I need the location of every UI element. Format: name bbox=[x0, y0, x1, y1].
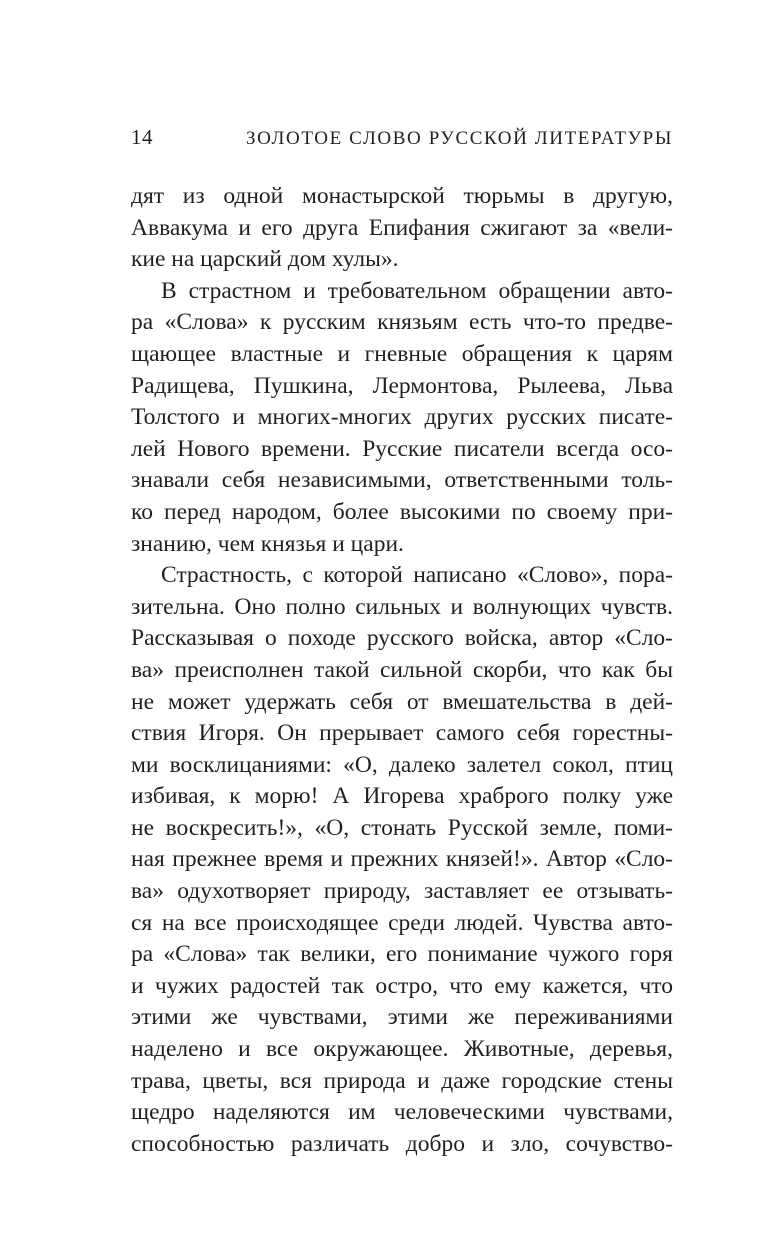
text-line: Радищева, Пушкина, Лермонтова, Рылеева, Льва bbox=[131, 372, 673, 399]
text-line: ми восклицаниями: «О, далеко залетел сокол, птиц bbox=[131, 751, 673, 778]
text-line: знанию, чем князья и цари. bbox=[131, 530, 404, 557]
text-line: избивая, к морю! А Игорева храброго полку уже bbox=[131, 783, 673, 810]
text-line: ва» одухотворяет природу, заставляет ее отзывать- bbox=[131, 878, 673, 905]
paragraph-first-line: В страстном и требовательном обращении авто- bbox=[161, 277, 673, 304]
running-title: ЗОЛОТОЕ СЛОВО РУССКОЙ ЛИТЕРАТУРЫ bbox=[246, 128, 673, 149]
text-line: ся на все происходящее среди людей. Чувства авто- bbox=[131, 909, 673, 936]
running-head bbox=[131, 124, 673, 150]
paragraph-first-line: Страстность, с которой написано «Слово», пора- bbox=[161, 562, 673, 589]
body-text bbox=[131, 181, 673, 1160]
page-number: 14 bbox=[131, 125, 153, 149]
text-line: ко перед народом, более высокими по своему при- bbox=[131, 498, 673, 525]
text-line: знавали себя независимыми, ответственными толь- bbox=[131, 467, 673, 494]
text-line: Рассказывая о походе русского войска, автор «Сло- bbox=[131, 625, 673, 652]
text-line: ствия Игоря. Он прерывает самого себя горестны- bbox=[131, 720, 673, 747]
text-line: ная прежнее время и прежних князей!». Автор «Сло- bbox=[131, 846, 673, 873]
text-line: наделено и все окружающее. Животные, деревья, bbox=[131, 1036, 673, 1063]
text-line: способностью различать добро и зло, сочувство- bbox=[131, 1130, 673, 1157]
text-line: Толстого и многих-многих других русских писате- bbox=[131, 404, 673, 431]
text-line: зительна. Оно полно сильных и волнующих чувств. bbox=[131, 593, 673, 620]
text-line: ва» преисполнен такой сильной скорби, что как бы bbox=[131, 656, 673, 683]
text-line: ра «Слова» к русским князьям есть что-то предве- bbox=[131, 309, 673, 336]
text-line: ра «Слова» так велики, его понимание чужого горя bbox=[131, 941, 673, 968]
text-line: кие на царский дом хулы». bbox=[131, 246, 399, 273]
text-line: щающее властные и гневные обращения к царям bbox=[131, 340, 673, 367]
text-line: не воскресить!», «О, стонать Русской земле, поми- bbox=[131, 814, 673, 841]
text-line: трава, цветы, вся природа и даже городские стены bbox=[131, 1067, 673, 1094]
text-line: Аввакума и его друга Епифания сжигают за «вели- bbox=[131, 214, 673, 241]
text-line: не может удержать себя от вмешательства в дей- bbox=[131, 688, 673, 715]
text-line: этими же чувствами, этими же переживаниями bbox=[131, 1004, 673, 1031]
text-line: щедро наделяются им человеческими чувствами, bbox=[131, 1099, 673, 1126]
text-line: дят из одной монастырской тюрьмы в другую, bbox=[131, 183, 673, 209]
text-line: лей Нового времени. Русские писатели всегда осо- bbox=[131, 435, 673, 462]
text-line: и чужих радостей так остро, что ему кажется, что bbox=[131, 972, 673, 999]
